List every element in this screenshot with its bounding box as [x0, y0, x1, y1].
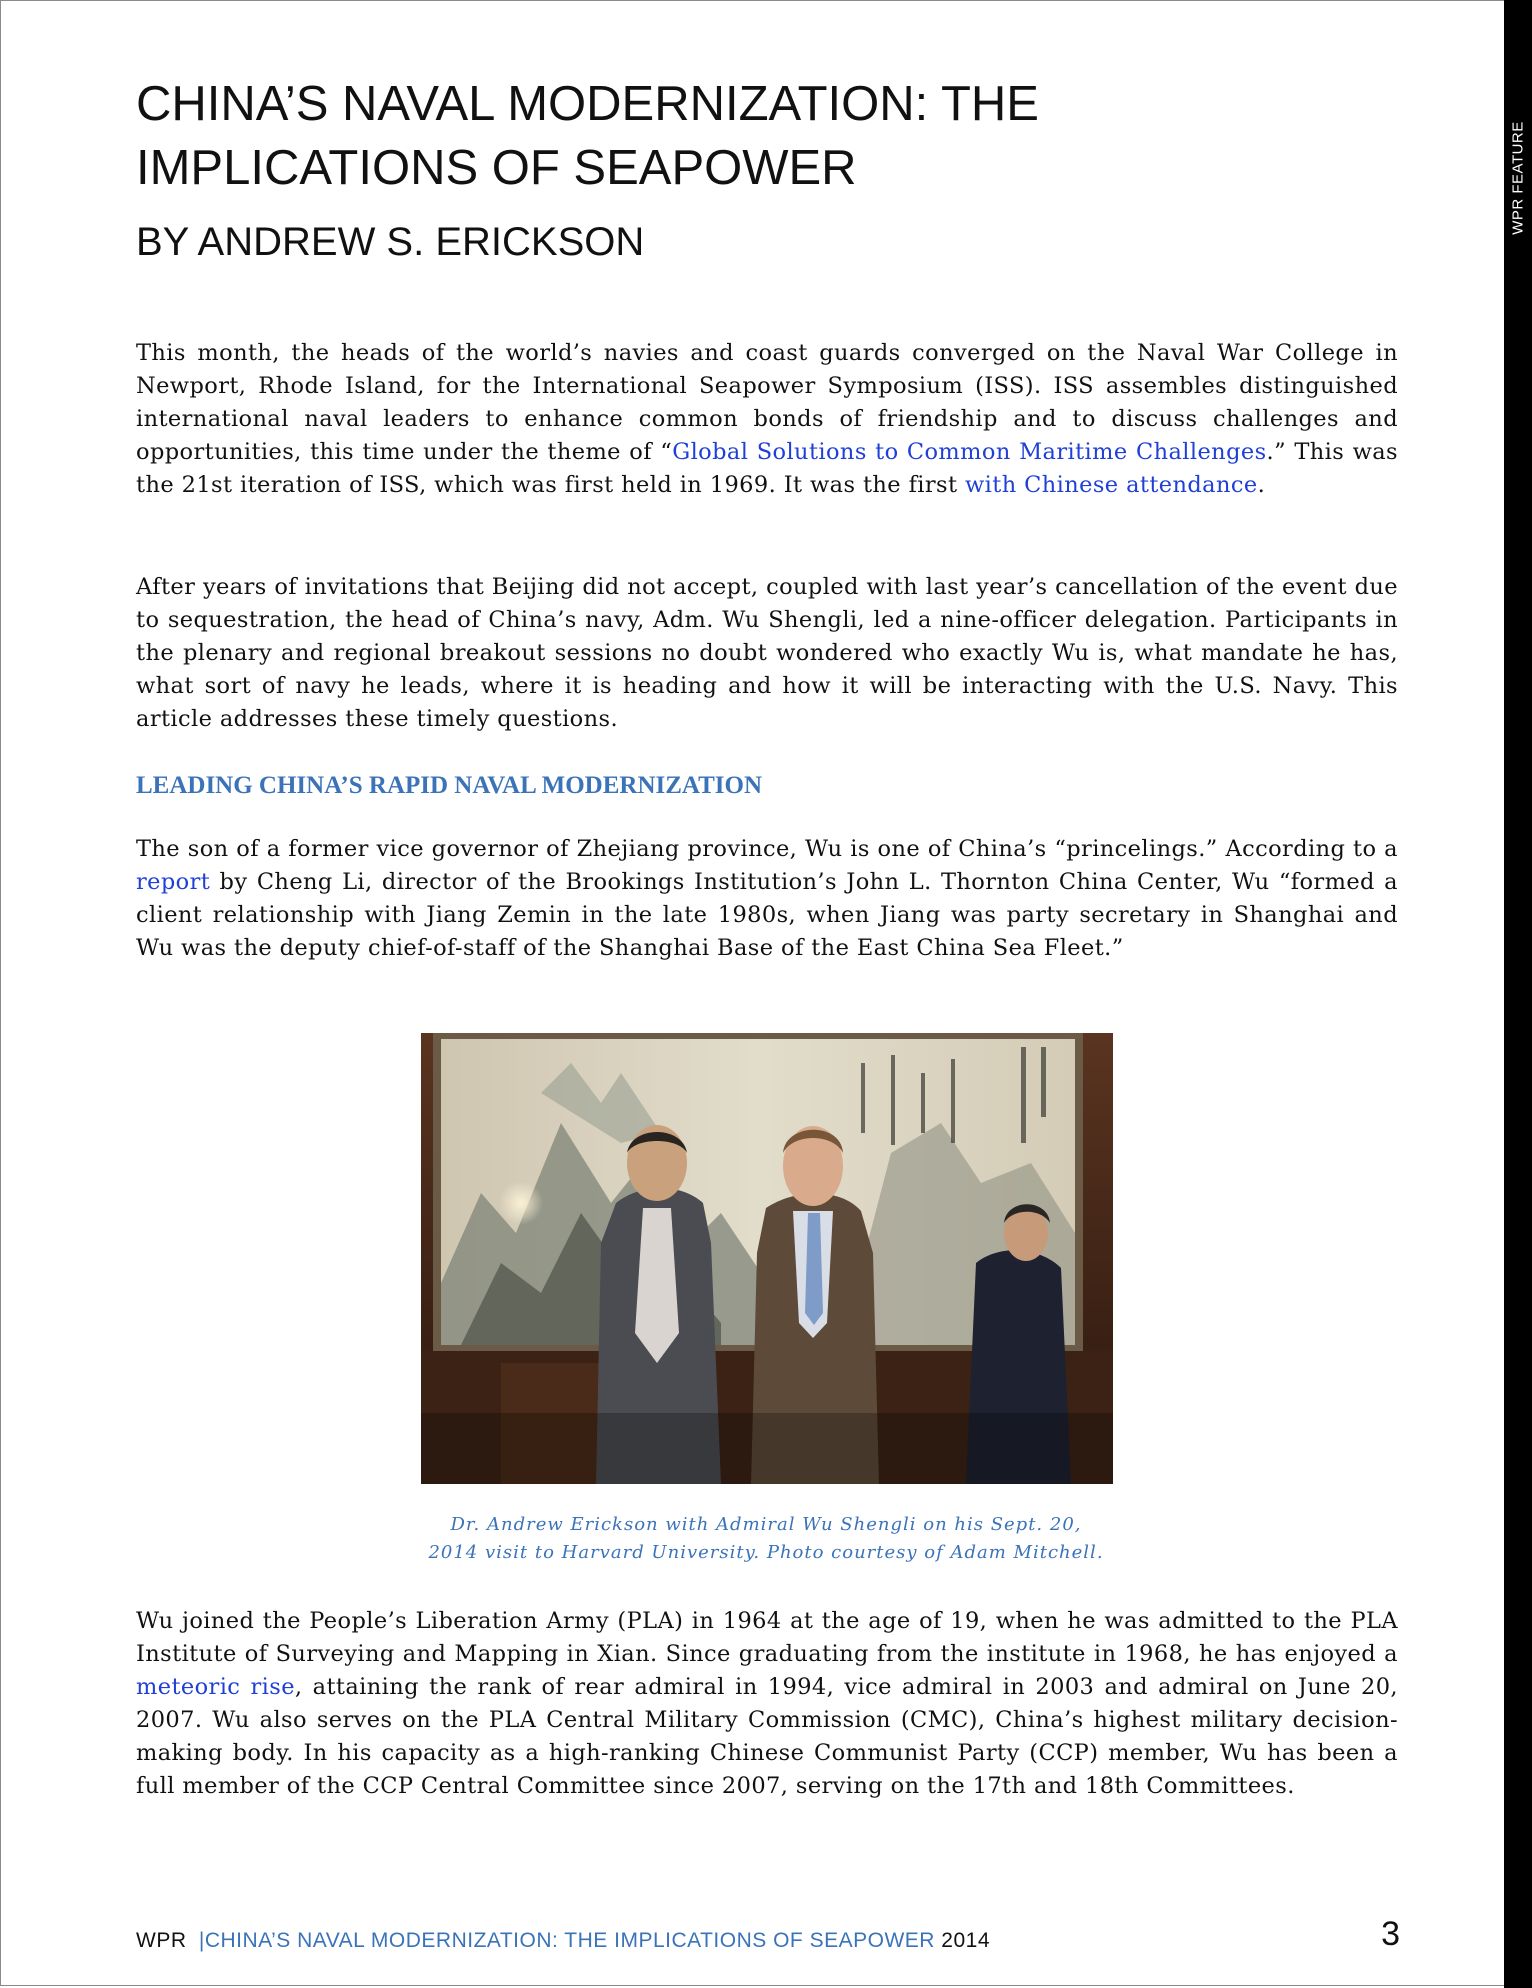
photo-caption	[300, 1511, 1232, 1567]
paragraph-4-text-a: Wu joined the People’s Liberation Army (PLA) in 1964 at the age of 19, when he was admitted to the PLA Institute of Surveying and Mapping in Xian. Since graduating from the institute in 1968, he has enjoyed a	[136, 1608, 1398, 1667]
page-number: 3	[1381, 1915, 1400, 1953]
side-tab-label-box	[1504, 118, 1532, 238]
paragraph-1-text-c: .	[1257, 472, 1266, 498]
footer-title: CHINA’S NAVAL MODERNIZATION: THE IMPLICATIONS OF SEAPOWER	[204, 1929, 935, 1952]
paragraph-2: After years of invitations that Beijing did not accept, coupled with last year’s cancellation of the event due to sequestration, the head of China’s navy, Adm. Wu Shengli, led a nine-officer delegation. Participants in the plenary and regional breakout sessions no doubt wondered who exactly Wu is, what mandate he has, what sort of navy he leads, where it is heading and how it will be interacting with the U.S. Navy. This article addresses these timely questions.	[136, 574, 1398, 732]
paragraph-1	[136, 337, 1398, 502]
paragraph-3	[136, 833, 1398, 965]
section-heading: LEADING CHINA’S RAPID NAVAL MODERNIZATION	[136, 772, 763, 799]
article-byline: BY ANDREW S. ERICKSON	[136, 220, 645, 264]
page-footer	[136, 1928, 990, 1954]
paragraph-4	[136, 1605, 1398, 1803]
side-tab-label: WPR FEATURE	[1509, 121, 1527, 235]
paragraph-1-text-a: This month, the heads of the world’s navies and coast guards converged on the Naval War College in Newport, Rhode Island, for the International Seapower Symposium (ISS). ISS assembles distinguished international naval leaders to enhance common bonds of friendship and to discuss challenges and opportunities, this time under the theme of “	[136, 340, 1398, 465]
chinese-attendance-link[interactable]: with Chinese attendance	[965, 472, 1258, 498]
footer-separator: |	[198, 1929, 205, 1952]
article-photo	[421, 1033, 1113, 1484]
photo-caption-line-2: 2014 visit to Harvard University. Photo courtesy of Adam Mitchell.	[428, 1542, 1104, 1563]
paragraph-3-text-b: by Cheng Li, director of the Brookings Institution’s John L. Thornton China Center, Wu “formed a client relationship with Jiang Zemin in the late 1980s, when Jiang was party secretary in Shanghai and Wu was the deputy chief-of-staff of the Shanghai Base of the East China Sea Fleet.”	[136, 869, 1398, 961]
article-title: CHINA’S NAVAL MODERNIZATION: THE IMPLICATIONS OF SEAPOWER	[136, 77, 1039, 195]
footer-year: 2014	[941, 1929, 991, 1952]
report-link[interactable]: report	[136, 869, 211, 895]
global-solutions-link[interactable]: Global Solutions to Common Maritime Challenges	[672, 439, 1267, 465]
meteoric-rise-link[interactable]: meteoric rise	[136, 1674, 295, 1700]
side-tab	[1504, 0, 1532, 1988]
paragraph-3-text-a: The son of a former vice governor of Zhejiang province, Wu is one of China’s “princelings.” According to a	[136, 836, 1398, 862]
photo-caption-line-1: Dr. Andrew Erickson with Admiral Wu Shengli on his Sept. 20,	[450, 1514, 1082, 1535]
footer-publication: WPR	[136, 1929, 187, 1952]
paragraph-4-text-b: , attaining the rank of rear admiral in 1994, vice admiral in 2003 and admiral on June 20, 2007. Wu also serves on the PLA Central Military Commission (CMC), China’s highest military decision-making body. In his capacity as a high-ranking Chinese Communist Party (CCP) member, Wu has been a full member of the CCP Central Committee since 2007, serving on the 17th and 18th Committees.	[136, 1674, 1398, 1799]
paragraph-1-text-b: .” This was the 21st iteration of ISS, which was first held in 1969. It was the first	[136, 439, 1398, 498]
